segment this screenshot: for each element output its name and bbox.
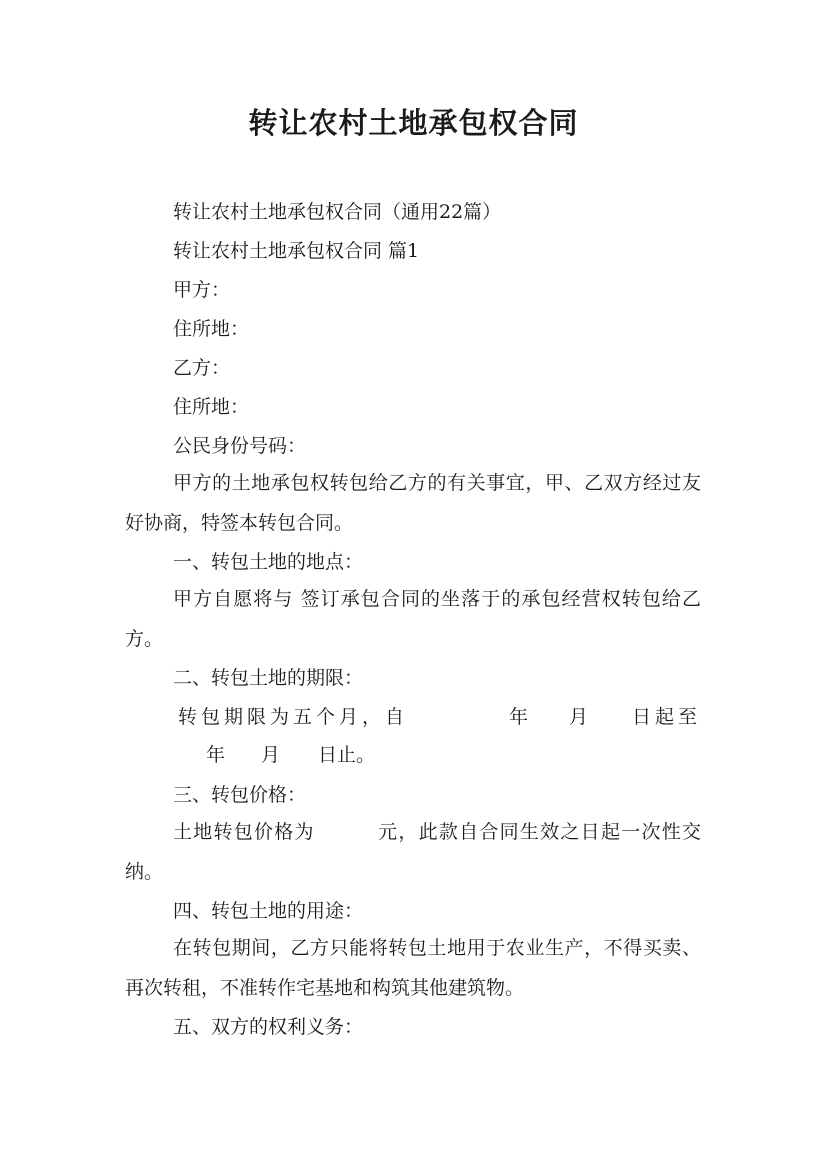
address-b-label: 住所地： xyxy=(173,396,250,418)
term-start-text: 转包期限为五个月，自 xyxy=(178,706,409,728)
end-month-label: 月 xyxy=(261,744,281,766)
section-1-body: 甲方自愿将与 签订承包合同的坐落于的承包经营权转包给乙方。 xyxy=(125,588,701,650)
end-day-label: 日止。 xyxy=(318,744,376,766)
end-year-label: 年 xyxy=(206,744,226,766)
part-title: 转让农村土地承包权合同 篇1 xyxy=(173,240,420,262)
intro-paragraph: 甲方的土地承包权转包给乙方的有关事宜，甲、乙双方经过友好协商，特签本转包合同。 xyxy=(125,472,701,534)
section-5-heading: 五、双方的权利义务： xyxy=(173,1016,364,1038)
document-title: 转让农村土地承包权合同 xyxy=(248,106,579,140)
section-4-heading: 四、转包土地的用途： xyxy=(173,900,364,922)
party-a-label: 甲方： xyxy=(173,279,231,301)
section-1-heading: 一、转包土地的地点： xyxy=(173,551,364,573)
price-text: 土地转包价格为 xyxy=(173,821,315,843)
start-year-label: 年 xyxy=(509,706,529,728)
party-b-label: 乙方： xyxy=(173,357,231,379)
section-3-body xyxy=(125,813,701,892)
section-4-body: 在转包期间，乙方只能将转包土地用于农业生产，不得买卖、再次转租，不准转作宅基地和构筑其他建筑物。 xyxy=(125,937,701,999)
id-number-label: 公民身份号码： xyxy=(173,435,307,457)
section-2-heading: 二、转包土地的期限： xyxy=(173,667,364,689)
section-3-heading: 三、转包价格： xyxy=(173,784,307,806)
price-payment-text: 元，此款自合同生效之日起一次性交纳。 xyxy=(125,821,701,883)
start-day-label: 日起至 xyxy=(632,706,702,728)
address-a-label: 住所地： xyxy=(173,318,250,340)
start-month-label: 月 xyxy=(569,706,589,728)
document-subtitle: 转让农村土地承包权合同（通用22篇） xyxy=(173,201,502,223)
